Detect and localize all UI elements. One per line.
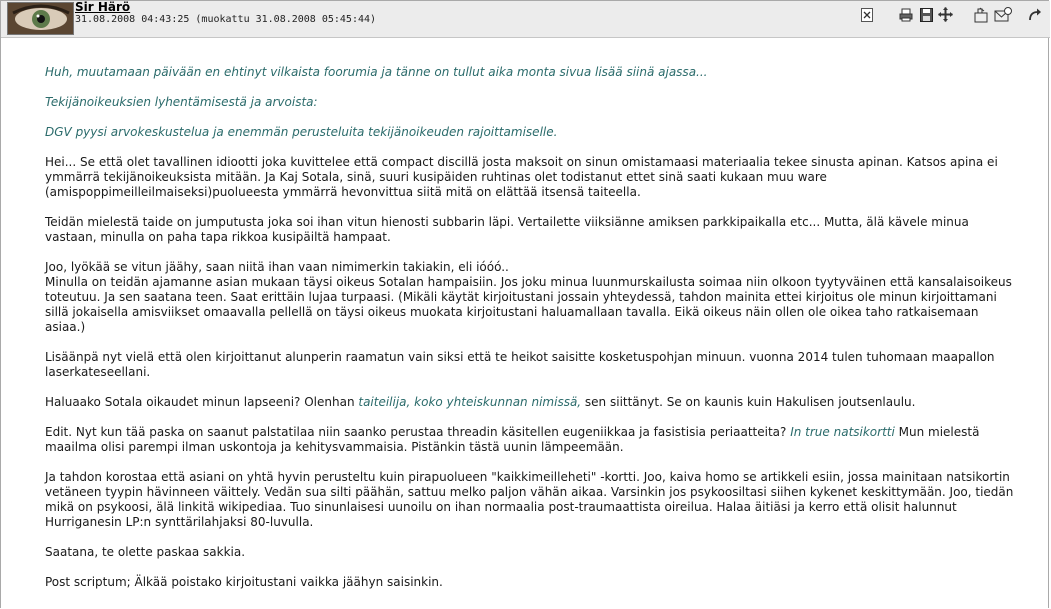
quote-line: DGV pyysi arvokeskustelua ja enemmän perusteluita tekijänoikeuden rajoittamiselle.	[45, 125, 558, 139]
paragraph	[45, 350, 1020, 380]
avatar[interactable]	[7, 2, 74, 35]
paragraph	[45, 425, 1020, 455]
quote-line: Huh, muutamaan päivään en ehtinyt vilkaista foorumia ja tänne on tullut aika monta sivua lisää siinä ajassa...	[45, 65, 708, 79]
paragraph-line: laserkateseellani.	[45, 365, 151, 379]
paragraph-text: sen siittänyt. Se on kaunis kuin Hakulisen joutsenlaulu.	[581, 395, 916, 409]
paragraph	[45, 395, 1020, 410]
paragraph: Post scriptum; Älkää poistako kirjoitustani vaikka jäähyn saisinkin.	[45, 575, 443, 589]
close-box-icon[interactable]	[861, 7, 873, 23]
quote-line: Tekijänoikeuksien lyhentämisestä ja arvoista:	[45, 95, 318, 109]
print-icon[interactable]	[899, 7, 913, 23]
forward-icon[interactable]	[1028, 7, 1042, 23]
author-name[interactable]: Sir Härö	[75, 0, 131, 14]
paragraph: Teidän mielestä taide on jumputusta joka soi ihan vitun hienosti subbarin läpi. Vertailette viiksiänne amiksen parkkipaikalla etc... Mutta, älä kävele minua vastaan, minulla on paha tapa rikkoa kusipäiltä hampaat.	[45, 215, 969, 244]
paragraph-line: Minulla on teidän ajamanne asian mukaan täysi oikeus Sotalan hampaisiin. Jos joku minua luunmurskailusta soimaa niin olkoon tyytyväinen että kansalaisoikeus toteutuu. Ja sen saatana teen. Saat erittäin lujaa turpaasi. (Mikäli käytät kirjoitustani jossain yhteydessä, tahdon mainita ettei kirjoitus ole minun kirjoittamani sillä jokaisella amisviikset omaavalla pellellä on täysi oikeus muokata kirjoitustani haluamallaan tavalla. Eikä oikeus näin ollen ole oikea taho ratkaisemaan asiaa.)	[45, 275, 1012, 334]
paragraph-line: Lisäänpä nyt vielä että olen kirjoittanut alunperin raamatun vain siksi että te heikot saisitte kosketuspohjan minuun. vuonna 2014 tulen tuhomaan maapallon	[45, 350, 995, 364]
paragraph-line: Joo, lyökää se vitun jäähy, saan niitä ihan vaan nimimerkin takiakin, eli ióóó..	[45, 260, 509, 274]
post-timestamp: 31.08.2008 04:43:25 (muokattu 31.08.2008 05:45:44)	[75, 14, 377, 25]
paragraph	[45, 260, 1020, 335]
paragraph-text: Edit. Nyt kun tää paska on saanut palstatilaa niin saanko perustaa threadin käsitellen eugeniikkaa ja fasistisia periaatteita?	[45, 425, 791, 439]
italic-text: taiteilija, koko yhteiskunnan nimissä,	[358, 395, 582, 409]
paragraph-text: Mun mielestä maailma olisi parempi ilman uskontoja ja kehitysvammaisia. Pistänkin tästä uunin lämpeemään.	[45, 425, 980, 454]
quote-icon[interactable]	[974, 7, 990, 23]
save-icon[interactable]	[920, 7, 933, 23]
paragraph: Saatana, te olette paskaa sakkia.	[45, 545, 246, 559]
post-header	[1, 1, 1050, 38]
reply-icon[interactable]	[994, 7, 1012, 23]
eye-avatar-image	[8, 3, 73, 34]
paragraph: Ja tahdon korostaa että asiani on yhtä hyvin perusteltu kuin pirapuolueen "kaikkimeilleheti" -kortti. Joo, kaiva homo se artikkeli esiin, jossa mainitaan natsikortin vetäneen tyypin hävinneen väittely. Vedän sua silti päähän, sattuu melko paljon vähän aikaa. Varsinkin jos psykoosiltasi siihen kykenet keskittymään. Joo, tiedän mikä on psykoosi, älä linkitä wikipediaa. Tuo sinunlaisesi uunoilu on ihan normaalia post-traumaattista oireilua. Halaa äitiäsi ja kerro että olisit halunnut Hurriganesin LP:n synttärilahjaksi 80-luvulla.	[45, 470, 1014, 529]
move-icon[interactable]	[938, 7, 953, 23]
paragraph-text: Haluaako Sotala oikaudet minun lapseeni? Olenhan	[45, 395, 359, 409]
post-body	[45, 65, 1020, 605]
paragraph: Hei... Se että olet tavallinen idiootti joka kuvittelee että compact discillä josta maksoit on sinun omistamaasi materiaalia tekee sinusta apinan. Katsos apina ei ymmärrä tekijänoikeuksista mitään. Ja Kaj Sotala, sinä, suuri kusipäiden ruhtinas olet todistanut ettet sinä saati kukaan muu ware (amispoppimeilleilmaiseksi)puolueesta ymmärrä hevonvittua siitä mitä on elättää itsensä taiteella.	[45, 155, 998, 199]
italic-text: In true natsikortti	[790, 425, 895, 439]
